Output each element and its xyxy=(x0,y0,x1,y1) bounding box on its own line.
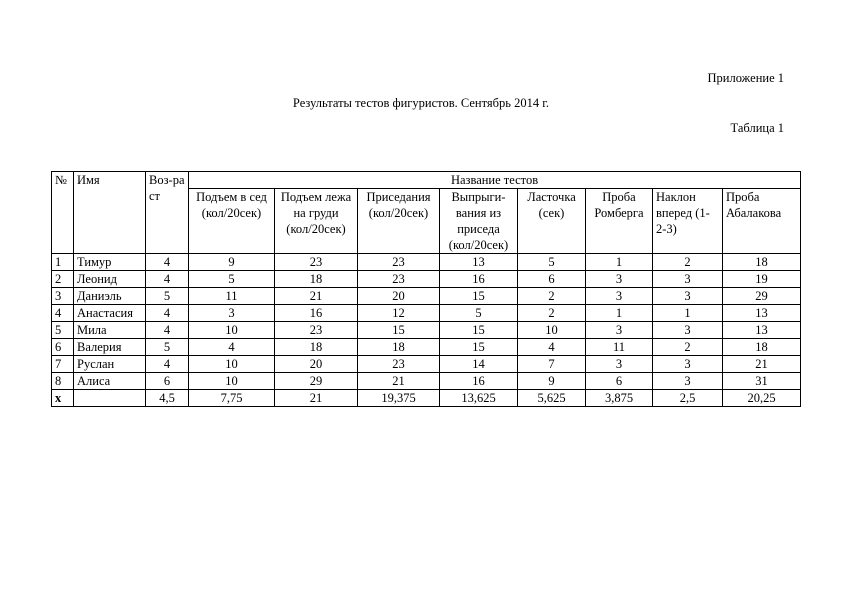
row-value-cell: 3,875 xyxy=(586,390,653,407)
row-value-cell: 1 xyxy=(586,254,653,271)
table-row xyxy=(52,288,801,305)
row-name-cell: Руслан xyxy=(74,356,146,373)
row-value-cell: 7 xyxy=(518,356,586,373)
row-value-cell: 5 xyxy=(518,254,586,271)
row-value-cell: 3 xyxy=(586,356,653,373)
row-value-cell: 11 xyxy=(189,288,275,305)
table-row xyxy=(52,322,801,339)
row-value-cell: 23 xyxy=(358,356,440,373)
row-value-cell: 13 xyxy=(440,254,518,271)
row-value-cell: 18 xyxy=(723,339,801,356)
row-value-cell: 6 xyxy=(518,271,586,288)
row-value-cell: 5,625 xyxy=(518,390,586,407)
row-value-cell: 15 xyxy=(440,322,518,339)
row-value-cell: 29 xyxy=(275,373,358,390)
row-number-cell: 4 xyxy=(52,305,74,322)
row-value-cell: 3 xyxy=(189,305,275,322)
row-age-cell: 4 xyxy=(146,356,189,373)
row-value-cell: 16 xyxy=(440,271,518,288)
row-value-cell: 12 xyxy=(358,305,440,322)
table-header-row xyxy=(52,172,801,189)
row-value-cell: 4 xyxy=(518,339,586,356)
row-age-cell: 4 xyxy=(146,322,189,339)
header-test-bend: Наклон вперед (1-2-3) xyxy=(653,189,723,254)
row-value-cell: 15 xyxy=(358,322,440,339)
row-value-cell: 1 xyxy=(653,305,723,322)
header-test-abalakov: Проба Абалакова xyxy=(723,189,801,254)
row-value-cell: 18 xyxy=(275,339,358,356)
row-value-cell: 10 xyxy=(189,373,275,390)
row-number-cell: 6 xyxy=(52,339,74,356)
row-number-cell: 1 xyxy=(52,254,74,271)
row-value-cell: 6 xyxy=(586,373,653,390)
row-number-cell: 3 xyxy=(52,288,74,305)
header-test-romberg: Проба Ромберга xyxy=(586,189,653,254)
row-value-cell: 3 xyxy=(653,271,723,288)
row-value-cell: 16 xyxy=(440,373,518,390)
table-row xyxy=(52,305,801,322)
row-value-cell: 18 xyxy=(275,271,358,288)
table-number-label: Таблица 1 xyxy=(730,121,784,135)
table-row xyxy=(52,356,801,373)
row-value-cell: 1 xyxy=(586,305,653,322)
row-value-cell: 10 xyxy=(189,322,275,339)
row-age-cell: 4,5 xyxy=(146,390,189,407)
row-value-cell: 2 xyxy=(518,288,586,305)
row-value-cell: 21 xyxy=(723,356,801,373)
page-title: Результаты тестов фигуристов. Сентябрь 2014 г. xyxy=(292,96,550,110)
header-test-situps: Подъем в сед (кол/20сек) xyxy=(189,189,275,254)
row-value-cell: 23 xyxy=(275,254,358,271)
row-value-cell: 3 xyxy=(653,373,723,390)
row-value-cell: 18 xyxy=(358,339,440,356)
results-table xyxy=(51,171,801,407)
header-age: Воз-раст xyxy=(146,172,189,254)
header-test-swallow: Ласточка (сек) xyxy=(518,189,586,254)
appendix-label: Приложение 1 xyxy=(707,71,784,85)
row-value-cell: 21 xyxy=(275,288,358,305)
row-value-cell: 3 xyxy=(586,271,653,288)
header-number: № xyxy=(52,172,74,254)
header-name: Имя xyxy=(74,172,146,254)
row-value-cell: 2 xyxy=(653,254,723,271)
header-test-jumps: Выпрыги-вания из приседа (кол/20сек) xyxy=(440,189,518,254)
row-age-cell: 5 xyxy=(146,288,189,305)
row-value-cell: 16 xyxy=(275,305,358,322)
row-value-cell: 3 xyxy=(653,288,723,305)
header-tests-group: Название тестов xyxy=(189,172,801,189)
row-value-cell: 19 xyxy=(723,271,801,288)
row-value-cell: 2 xyxy=(518,305,586,322)
row-value-cell: 20 xyxy=(275,356,358,373)
row-value-cell: 11 xyxy=(586,339,653,356)
row-value-cell: 10 xyxy=(518,322,586,339)
row-value-cell: 10 xyxy=(189,356,275,373)
row-value-cell: 13 xyxy=(723,322,801,339)
table-row xyxy=(52,271,801,288)
row-value-cell: 3 xyxy=(586,288,653,305)
row-name-cell: Анастасия xyxy=(74,305,146,322)
row-value-cell: 3 xyxy=(586,322,653,339)
row-value-cell: 23 xyxy=(358,271,440,288)
mean-row xyxy=(52,390,801,407)
row-value-cell: 5 xyxy=(189,271,275,288)
row-age-cell: 4 xyxy=(146,271,189,288)
row-value-cell: 15 xyxy=(440,339,518,356)
row-value-cell: 5 xyxy=(440,305,518,322)
row-number-cell: 8 xyxy=(52,373,74,390)
header-test-squats: Приседания (кол/20сек) xyxy=(358,189,440,254)
row-name-cell: Алиса xyxy=(74,373,146,390)
row-value-cell: 21 xyxy=(358,373,440,390)
row-value-cell: 14 xyxy=(440,356,518,373)
row-name-cell: Мила xyxy=(74,322,146,339)
row-number-cell: x xyxy=(52,390,74,407)
table-row xyxy=(52,254,801,271)
row-value-cell: 4 xyxy=(189,339,275,356)
row-number-cell: 2 xyxy=(52,271,74,288)
row-name-cell xyxy=(74,390,146,407)
row-value-cell: 19,375 xyxy=(358,390,440,407)
row-value-cell: 9 xyxy=(518,373,586,390)
row-value-cell: 13 xyxy=(723,305,801,322)
row-value-cell: 2 xyxy=(653,339,723,356)
row-value-cell: 29 xyxy=(723,288,801,305)
row-value-cell: 2,5 xyxy=(653,390,723,407)
row-age-cell: 4 xyxy=(146,254,189,271)
row-value-cell: 21 xyxy=(275,390,358,407)
row-name-cell: Даниэль xyxy=(74,288,146,305)
row-value-cell: 18 xyxy=(723,254,801,271)
row-value-cell: 20 xyxy=(358,288,440,305)
row-name-cell: Тимур xyxy=(74,254,146,271)
row-value-cell: 13,625 xyxy=(440,390,518,407)
row-value-cell: 15 xyxy=(440,288,518,305)
row-value-cell: 9 xyxy=(189,254,275,271)
row-name-cell: Валерия xyxy=(74,339,146,356)
row-number-cell: 7 xyxy=(52,356,74,373)
table-row xyxy=(52,373,801,390)
row-value-cell: 23 xyxy=(275,322,358,339)
row-age-cell: 5 xyxy=(146,339,189,356)
row-value-cell: 20,25 xyxy=(723,390,801,407)
row-value-cell: 23 xyxy=(358,254,440,271)
row-age-cell: 4 xyxy=(146,305,189,322)
row-value-cell: 7,75 xyxy=(189,390,275,407)
row-value-cell: 3 xyxy=(653,322,723,339)
row-number-cell: 5 xyxy=(52,322,74,339)
header-test-back-raise: Подъем лежа на груди (кол/20сек) xyxy=(275,189,358,254)
row-value-cell: 31 xyxy=(723,373,801,390)
table-row xyxy=(52,339,801,356)
row-age-cell: 6 xyxy=(146,373,189,390)
row-value-cell: 3 xyxy=(653,356,723,373)
row-name-cell: Леонид xyxy=(74,271,146,288)
